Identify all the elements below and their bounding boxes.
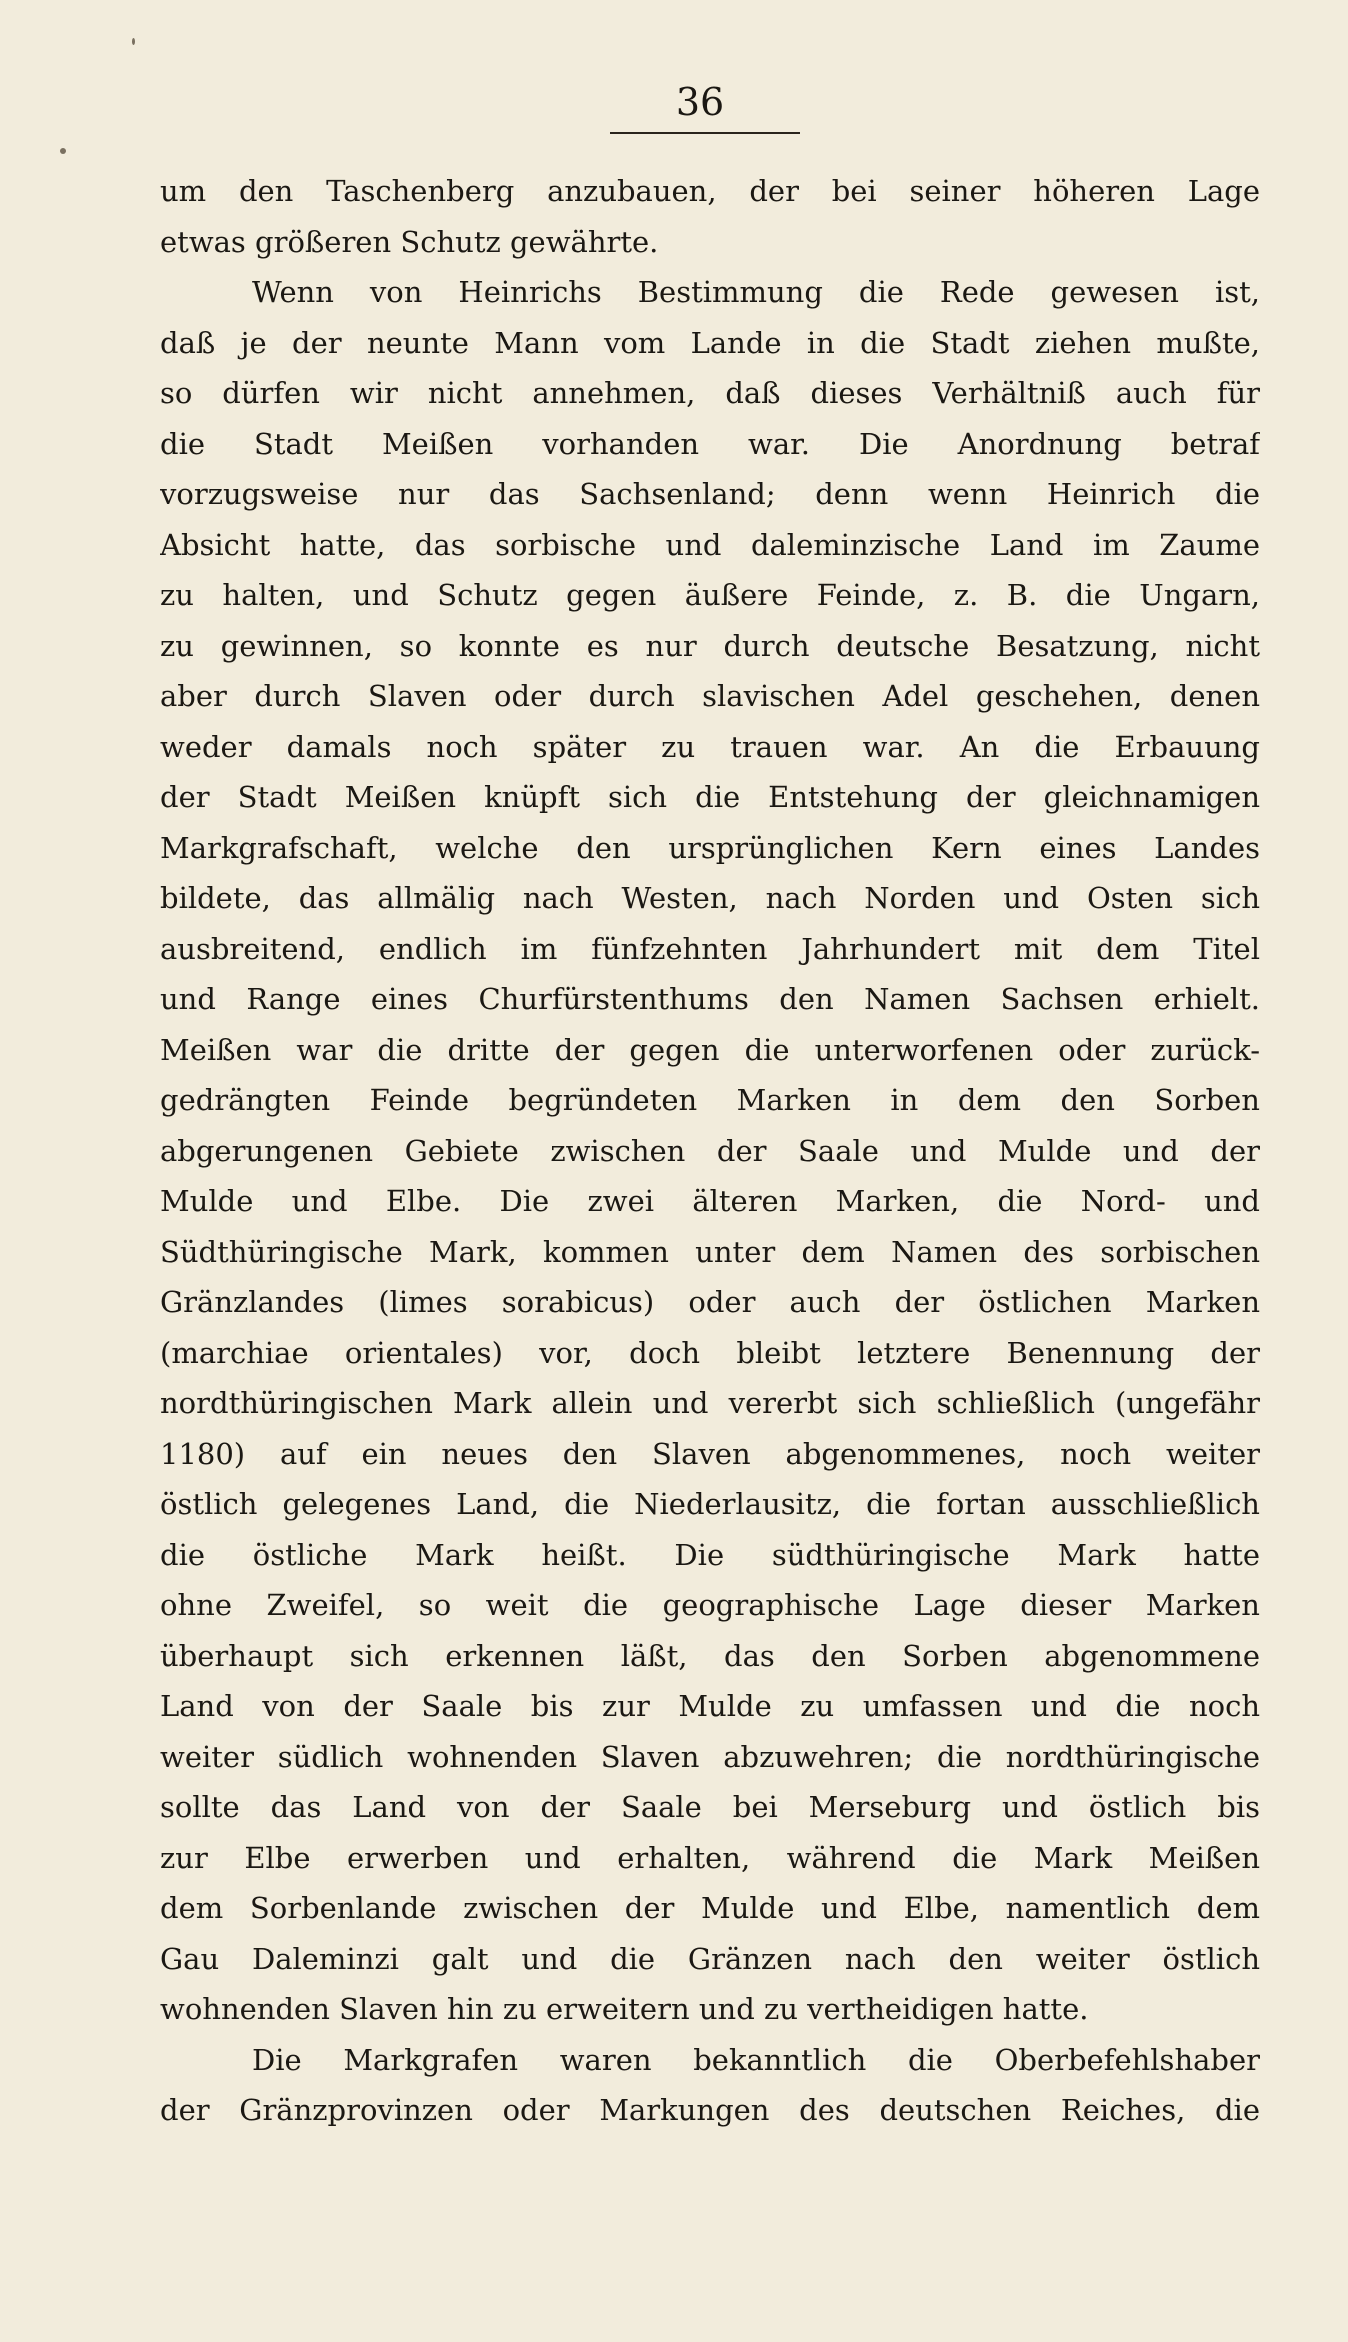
- text-line: zur Elbe erwerben und erhalten, während die Mark Meißen: [160, 1840, 1260, 1875]
- text-line: Land von der Saale bis zur Mulde zu umfassen und die noch: [160, 1689, 1260, 1723]
- text-line: dem Sorbenlande zwischen der Mulde und Elbe, namentlich dem: [160, 1891, 1260, 1925]
- text-line: etwas größeren Schutz gewährte.: [160, 224, 659, 259]
- text-line: sollte das Land von der Saale bei Merseburg und östlich bis: [160, 1790, 1260, 1824]
- text-line: weiter südlich wohnenden Slaven abzuwehren; die nordthüringische: [160, 1739, 1260, 1774]
- text-line: zu gewinnen, so konnte es nur durch deutsche Besatzung, nicht: [160, 628, 1260, 663]
- text-line: überhaupt sich erkennen läßt, das den Sorben abgenommene: [160, 1638, 1260, 1673]
- text-line: Gau Daleminzi galt und die Gränzen nach den weiter östlich: [160, 1941, 1260, 1976]
- text-line: zu halten, und Schutz gegen äußere Feinde, z. B. die Ungarn,: [160, 578, 1260, 612]
- text-line: vorzugsweise nur das Sachsenland; denn wenn Heinrich die: [160, 477, 1260, 511]
- text-line: Markgrafschaft, welche den ursprünglichen Kern eines Landes: [160, 830, 1260, 865]
- text-line: gedrängten Feinde begründeten Marken in dem den Sorben: [160, 1083, 1260, 1117]
- text-line: Gränzlandes (limes sorabicus) oder auch der östlichen Marken: [160, 1285, 1260, 1319]
- page-number: 36: [675, 80, 725, 124]
- text-line: nordthüringischen Mark allein und vererbt sich schließlich (ungefähr: [160, 1386, 1260, 1420]
- text-line: 1180) auf ein neues den Slaven abgenommenes, noch weiter: [160, 1436, 1260, 1471]
- text-line: die östliche Mark heißt. Die südthüringische Mark hatte: [160, 1537, 1260, 1572]
- text-line: östlich gelegenes Land, die Niederlausitz, die fortan ausschließlich: [160, 1487, 1260, 1521]
- paper-speck: [132, 38, 135, 45]
- text-line: der Gränzprovinzen oder Markungen des deutschen Reiches, die: [160, 2093, 1260, 2127]
- text-line: bildete, das allmälig nach Westen, nach Norden und Osten sich: [160, 881, 1260, 915]
- text-line: ausbreitend, endlich im fünfzehnten Jahrhundert mit dem Titel: [160, 931, 1260, 966]
- text-line: Absicht hatte, das sorbische und daleminzische Land im Zaume: [160, 527, 1260, 562]
- text-line: Südthüringische Mark, kommen unter dem Namen des sorbischen: [160, 1234, 1260, 1269]
- paper-speck: [60, 148, 66, 154]
- text-line: abgerungenen Gebiete zwischen der Saale und Mulde und der: [160, 1133, 1260, 1168]
- text-line: die Stadt Meißen vorhanden war. Die Anordnung betraf: [160, 426, 1260, 461]
- text-line: ohne Zweifel, so weit die geographische Lage dieser Marken: [160, 1588, 1260, 1622]
- text-line: Die Markgrafen waren bekanntlich die Oberbefehlshaber: [252, 2042, 1260, 2077]
- text-line: aber durch Slaven oder durch slavischen Adel geschehen, denen: [160, 679, 1260, 713]
- text-line: und Range eines Churfürstenthums den Namen Sachsen erhielt.: [160, 982, 1260, 1016]
- text-line: Meißen war die dritte der gegen die unterworfenen oder zurück-: [160, 1032, 1260, 1067]
- text-line: daß je der neunte Mann vom Lande in die Stadt ziehen mußte,: [160, 325, 1260, 360]
- text-line: (marchiae orientales) vor, doch bleibt letztere Benennung der: [160, 1335, 1260, 1370]
- body-text: [160, 166, 1260, 2136]
- text-line: Mulde und Elbe. Die zwei älteren Marken, die Nord- und: [160, 1184, 1260, 1218]
- text-line: um den Taschenberg anzubauen, der bei seiner höheren Lage: [160, 174, 1260, 208]
- header-rule: [610, 132, 800, 134]
- text-line: so dürfen wir nicht annehmen, daß dieses Verhältniß auch für: [160, 376, 1260, 410]
- text-line: Wenn von Heinrichs Bestimmung die Rede gewesen ist,: [252, 275, 1260, 309]
- text-line: der Stadt Meißen knüpft sich die Entstehung der gleichnamigen: [160, 780, 1260, 814]
- text-line: weder damals noch später zu trauen war. An die Erbauung: [160, 729, 1260, 764]
- text-line: wohnenden Slaven hin zu erweitern und zu vertheidigen hatte.: [160, 1992, 1089, 2026]
